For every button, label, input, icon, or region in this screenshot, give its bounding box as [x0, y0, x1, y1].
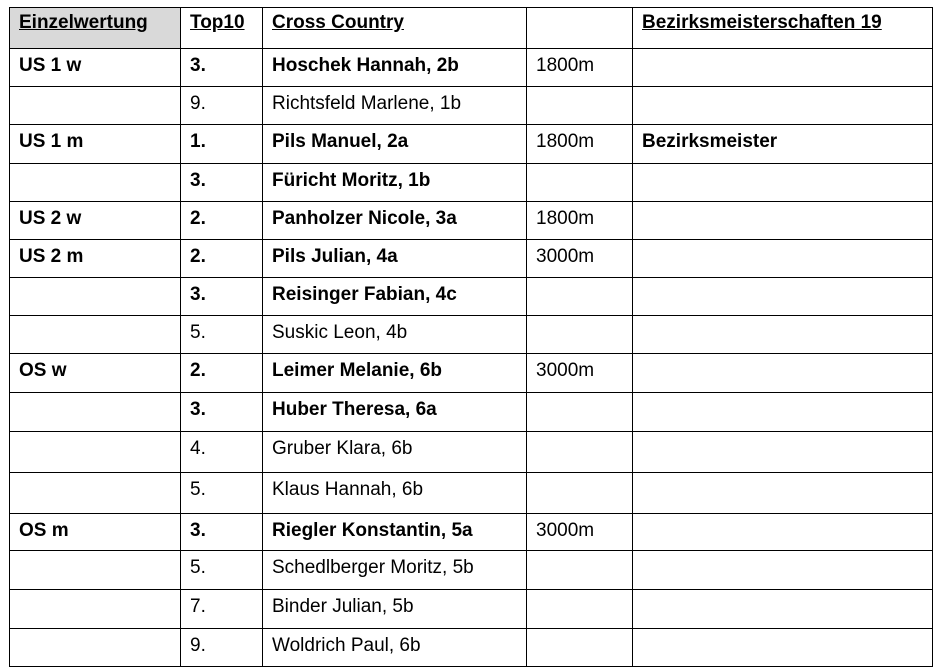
row-distance	[536, 278, 632, 284]
row-place-cell	[181, 473, 263, 514]
row-note-cell	[633, 354, 933, 393]
row-distance-cell	[527, 354, 633, 393]
row-note	[642, 514, 932, 520]
row-category-cell	[10, 87, 181, 125]
row-note	[642, 240, 932, 246]
row-distance-cell	[527, 87, 633, 125]
row-athlete-cell	[263, 316, 527, 354]
table-row	[10, 125, 933, 164]
row-distance: 3000m	[536, 360, 595, 381]
row-athlete: Füricht Moritz, 1b	[272, 170, 431, 191]
row-note	[642, 202, 932, 208]
row-athlete-cell	[263, 354, 527, 393]
row-category: OS w	[19, 360, 67, 381]
row-place-cell	[181, 514, 263, 551]
row-note-cell	[633, 278, 933, 316]
row-distance	[536, 393, 632, 399]
row-athlete: Hoschek Hannah, 2b	[272, 55, 459, 76]
table-row	[10, 514, 933, 551]
row-note	[642, 316, 932, 322]
row-note-cell	[633, 432, 933, 473]
row-athlete: Pils Manuel, 2a	[272, 131, 409, 152]
row-athlete-cell	[263, 240, 527, 278]
row-place-cell	[181, 316, 263, 354]
row-athlete: Reisinger Fabian, 4c	[272, 284, 457, 305]
row-distance-cell	[527, 202, 633, 240]
row-category-cell	[10, 164, 181, 202]
row-category-cell	[10, 278, 181, 316]
row-athlete-cell	[263, 629, 527, 667]
row-category: US 2 m	[19, 246, 84, 267]
row-distance: 1800m	[536, 208, 595, 229]
row-category	[19, 629, 180, 635]
row-category: US 1 m	[19, 131, 84, 152]
table-row	[10, 316, 933, 354]
row-place-cell	[181, 240, 263, 278]
row-distance: 3000m	[536, 520, 595, 541]
row-distance	[536, 164, 632, 170]
row-place: 5.	[190, 322, 206, 343]
row-place: 5.	[190, 479, 206, 500]
table-row	[10, 164, 933, 202]
row-distance-cell	[527, 590, 633, 629]
row-note-cell	[633, 514, 933, 551]
row-athlete-cell	[263, 125, 527, 164]
row-distance-cell	[527, 629, 633, 667]
row-place: 1.	[190, 131, 206, 152]
row-place-cell	[181, 551, 263, 590]
row-place-cell	[181, 164, 263, 202]
row-note-cell	[633, 590, 933, 629]
row-place: 3.	[190, 520, 206, 541]
row-distance	[536, 551, 632, 557]
row-category	[19, 551, 180, 557]
row-athlete-cell	[263, 202, 527, 240]
row-category-cell	[10, 354, 181, 393]
row-athlete-cell	[263, 393, 527, 432]
row-athlete: Binder Julian, 5b	[272, 596, 414, 617]
row-distance-cell	[527, 164, 633, 202]
row-distance-cell	[527, 514, 633, 551]
row-category-cell	[10, 514, 181, 551]
row-category-cell	[10, 202, 181, 240]
row-distance	[536, 316, 632, 322]
row-category-cell	[10, 590, 181, 629]
table-row	[10, 551, 933, 590]
row-distance-cell	[527, 316, 633, 354]
row-category	[19, 278, 180, 284]
row-place-cell	[181, 393, 263, 432]
row-note: Bezirksmeister	[642, 131, 778, 152]
row-athlete-cell	[263, 432, 527, 473]
row-athlete-cell	[263, 49, 527, 87]
row-place-cell	[181, 87, 263, 125]
row-category-cell	[10, 432, 181, 473]
row-distance	[536, 629, 632, 635]
row-place-cell	[181, 202, 263, 240]
row-note-cell	[633, 629, 933, 667]
row-place: 9.	[190, 93, 206, 114]
row-place-cell	[181, 629, 263, 667]
row-note-cell	[633, 551, 933, 590]
row-note	[642, 473, 932, 479]
row-distance-cell	[527, 551, 633, 590]
row-category	[19, 87, 180, 93]
results-table	[9, 7, 933, 667]
row-place-cell	[181, 278, 263, 316]
row-distance: 1800m	[536, 55, 595, 76]
row-distance-cell	[527, 125, 633, 164]
row-note-cell	[633, 49, 933, 87]
row-place: 3.	[190, 55, 206, 76]
row-place-cell	[181, 590, 263, 629]
row-note	[642, 551, 932, 557]
row-category	[19, 164, 180, 170]
row-place: 7.	[190, 596, 206, 617]
table-row	[10, 202, 933, 240]
header-row	[10, 8, 933, 49]
row-note	[642, 393, 932, 399]
row-athlete: Panholzer Nicole, 3a	[272, 208, 457, 229]
row-note-cell	[633, 202, 933, 240]
row-athlete: Schedlberger Moritz, 5b	[272, 557, 474, 578]
row-place: 3.	[190, 170, 206, 191]
row-note	[642, 432, 932, 438]
row-place-cell	[181, 49, 263, 87]
table-row	[10, 629, 933, 667]
row-category-cell	[10, 49, 181, 87]
row-place: 2.	[190, 208, 206, 229]
row-distance: 1800m	[536, 131, 595, 152]
row-athlete-cell	[263, 87, 527, 125]
row-category-cell	[10, 393, 181, 432]
table-row	[10, 432, 933, 473]
row-category-cell	[10, 316, 181, 354]
row-category: US 1 w	[19, 55, 82, 76]
row-distance-cell	[527, 473, 633, 514]
row-note-cell	[633, 240, 933, 278]
row-note-cell	[633, 316, 933, 354]
row-place-cell	[181, 432, 263, 473]
row-place-cell	[181, 354, 263, 393]
row-category-cell	[10, 551, 181, 590]
header-top10: Top10	[181, 8, 263, 49]
table-row	[10, 393, 933, 432]
row-note-cell	[633, 87, 933, 125]
header-distance	[527, 8, 633, 49]
row-note	[642, 278, 932, 284]
row-distance	[536, 590, 632, 596]
row-note	[642, 590, 932, 596]
row-category-cell	[10, 125, 181, 164]
table-row	[10, 278, 933, 316]
row-place: 2.	[190, 360, 206, 381]
row-distance	[536, 432, 632, 438]
row-category-cell	[10, 240, 181, 278]
row-place: 9.	[190, 635, 206, 656]
row-place-cell	[181, 125, 263, 164]
row-category	[19, 473, 180, 479]
row-note	[642, 354, 932, 360]
row-note-cell	[633, 164, 933, 202]
row-distance	[536, 473, 632, 479]
row-note	[642, 164, 932, 170]
row-category: US 2 w	[19, 208, 82, 229]
header-championship: Bezirksmeisterschaften 19	[633, 8, 933, 49]
row-distance-cell	[527, 432, 633, 473]
row-note-cell	[633, 473, 933, 514]
row-athlete: Riegler Konstantin, 5a	[272, 520, 473, 541]
results-table-body	[10, 8, 933, 667]
row-place: 4.	[190, 438, 206, 459]
row-athlete-cell	[263, 278, 527, 316]
row-athlete: Pils Julian, 4a	[272, 246, 398, 267]
row-distance	[536, 87, 632, 93]
row-athlete-cell	[263, 514, 527, 551]
row-place: 3.	[190, 399, 206, 420]
table-row	[10, 87, 933, 125]
row-distance-cell	[527, 49, 633, 87]
row-distance-cell	[527, 240, 633, 278]
row-note-cell	[633, 393, 933, 432]
row-place: 5.	[190, 557, 206, 578]
row-category	[19, 432, 180, 438]
row-athlete: Richtsfeld Marlene, 1b	[272, 93, 462, 114]
row-athlete: Suskic Leon, 4b	[272, 322, 408, 343]
row-distance: 3000m	[536, 246, 595, 267]
row-note	[642, 49, 932, 55]
row-place: 3.	[190, 284, 206, 305]
row-note	[642, 629, 932, 635]
row-category	[19, 316, 180, 322]
table-row	[10, 590, 933, 629]
row-athlete-cell	[263, 590, 527, 629]
row-category-cell	[10, 473, 181, 514]
row-athlete: Leimer Melanie, 6b	[272, 360, 443, 381]
table-row	[10, 354, 933, 393]
row-category: OS m	[19, 520, 69, 541]
row-note-cell	[633, 125, 933, 164]
row-distance-cell	[527, 278, 633, 316]
row-category	[19, 393, 180, 399]
row-athlete: Klaus Hannah, 6b	[272, 479, 424, 500]
row-category-cell	[10, 629, 181, 667]
header-event: Cross Country	[263, 8, 527, 49]
row-athlete: Huber Theresa, 6a	[272, 399, 437, 420]
table-row	[10, 240, 933, 278]
row-place: 2.	[190, 246, 206, 267]
row-note	[642, 87, 932, 93]
row-category	[19, 590, 180, 596]
row-athlete: Gruber Klara, 6b	[272, 438, 413, 459]
row-athlete: Woldrich Paul, 6b	[272, 635, 421, 656]
row-athlete-cell	[263, 551, 527, 590]
table-row	[10, 49, 933, 87]
row-athlete-cell	[263, 164, 527, 202]
row-athlete-cell	[263, 473, 527, 514]
table-row	[10, 473, 933, 514]
header-category: Einzelwertung	[10, 8, 181, 49]
row-distance-cell	[527, 393, 633, 432]
